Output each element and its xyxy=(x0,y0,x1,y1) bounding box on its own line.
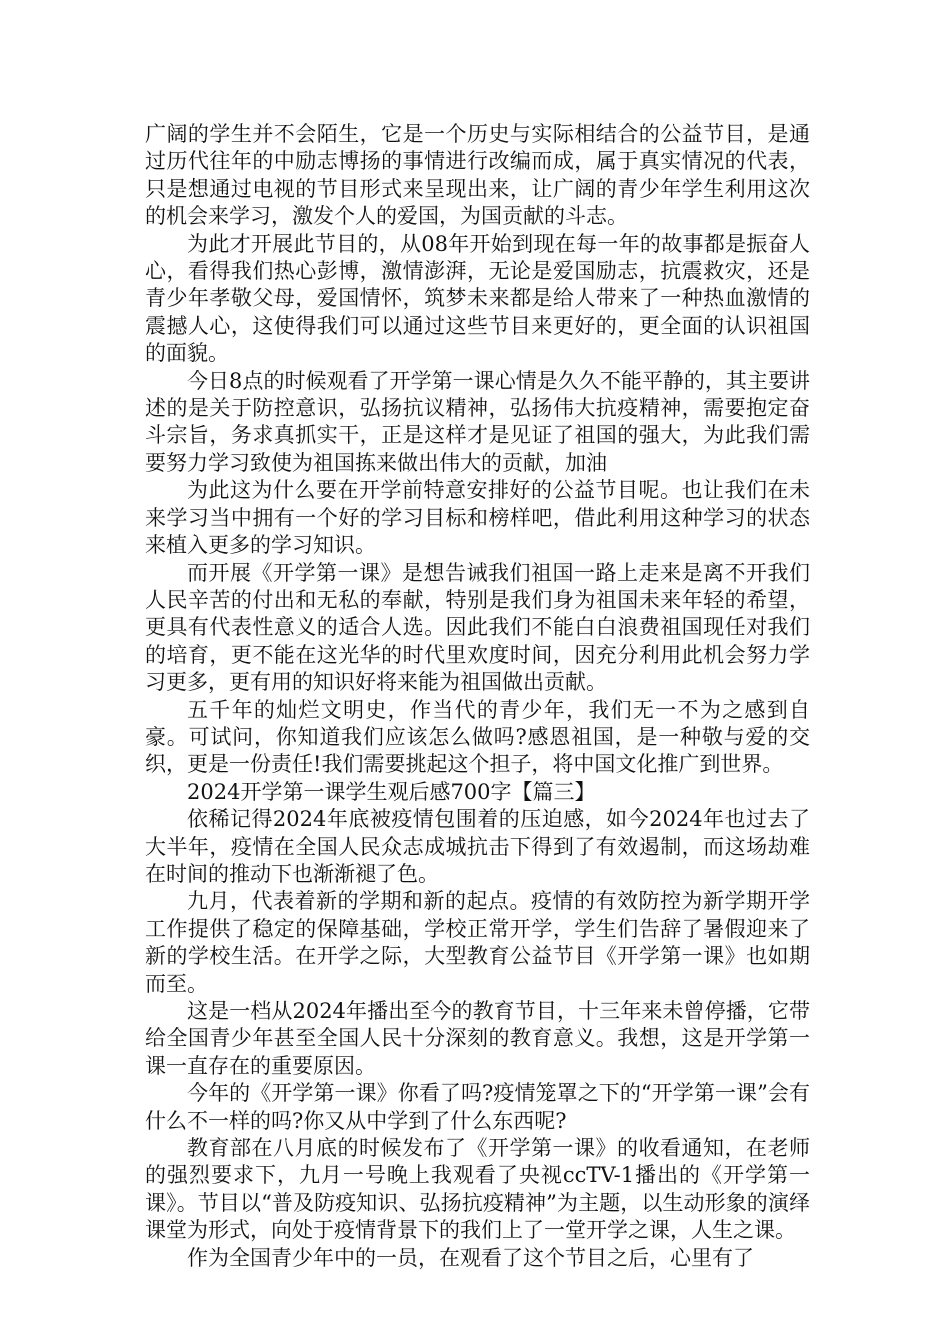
paragraph: 这是一档从2024年播出至今的教育节目，十三年来未曾停播，它带给全国青少年甚至全国人民十分深刻的教育意义。我想，这是开学第一课一直存在的重要原因。 xyxy=(145,999,810,1078)
paragraph: 依稀记得2024年底被疫情包围着的压迫感，如今2024年也过去了大半年，疫情在全国人民众志成城抗击下得到了有效遏制，而这场劫难在时间的推动下也渐渐褪了色。 xyxy=(145,807,810,886)
section-heading: 2024开学第一课学生观后感700字【篇三】 xyxy=(187,779,596,804)
document-page xyxy=(145,121,810,1272)
paragraph: 广阔的学生并不会陌生，它是一个历史与实际相结合的公益节目，是通过历代往年的中励志博扬的事情进行改编而成，属于真实情况的代表，只是想通过电视的节目形式来呈现出来，让广阔的青少年学生利用这次的机会来学习，激发个人的爱国，为国贡献的斗志。 xyxy=(145,122,810,229)
paragraph: 今年的《开学第一课》你看了吗?疫情笼罩之下的“开学第一课”会有什么不一样的吗?你又从中学到了什么东西呢? xyxy=(145,1081,810,1133)
paragraph: 九月，代表着新的学期和新的起点。疫情的有效防控为新学期开学工作提供了稳定的保障基础，学校正常开学，学生们告辞了暑假迎来了新的学校生活。在开学之际，大型教育公益节目《开学第一课》也如期而至。 xyxy=(145,889,810,996)
paragraph: 作为全国青少年中的一员，在观看了这个节目之后，心里有了 xyxy=(187,1245,754,1270)
paragraph: 教育部在八月底的时候发布了《开学第一课》的收看通知，在老师的强烈要求下，九月一号晚上我观看了央视ccTV-1播出的《开学第一课》。节目以“普及防疫知识、弘扬抗疫精神”为主题，以生动形象的演绎课堂为形式，向处于疫情背景下的我们上了一堂开学之课，人生之课。 xyxy=(145,1136,810,1243)
paragraph: 为此才开展此节目的，从08年开始到现在每一年的故事都是振奋人心，看得我们热心彭博，激情澎湃，无论是爱国励志，抗震救灾，还是青少年孝敬父母，爱国情怀，筑梦未来都是给人带来了一种热血激情的震撼人心，这使得我们可以通过这些节目来更好的，更全面的认识祖国的面貌。 xyxy=(145,231,810,366)
paragraph: 而开展《开学第一课》是想告诫我们祖国一路上走来是离不开我们人民辛苦的付出和无私的奉献，特别是我们身为祖国未来年轻的希望，更具有代表性意义的适合人选。因此我们不能白白浪费祖国现任对我们的培育，更不能在这光华的时代里欢度时间，因充分利用此机会努力学习更多，更有用的知识好将来能为祖国做出贡献。 xyxy=(145,560,810,695)
paragraph: 五千年的灿烂文明史，作当代的青少年，我们无一不为之感到自豪。可试问，你知道我们应该怎么做吗?感恩祖国，是一种敬与爱的交织，更是一份责任!我们需要挑起这个担子，将中国文化推广到世界。 xyxy=(145,697,810,777)
paragraph: 今日8点的时候观看了开学第一课心情是久久不能平静的，其主要讲述的是关于防控意识，弘扬抗议精神，弘扬伟大抗疫精神，需要抱定奋斗宗旨，务求真抓实干，正是这样才是见证了祖国的强大，为此我们需要努力学习致使为祖国拣来做出伟大的贡献，加油 xyxy=(145,368,810,475)
paragraph: 为此这为什么要在开学前特意安排好的公益节目呢。也让我们在未来学习当中拥有一个好的学习目标和榜样吧，借此利用这种学习的状态来植入更多的学习知识。 xyxy=(145,478,810,558)
